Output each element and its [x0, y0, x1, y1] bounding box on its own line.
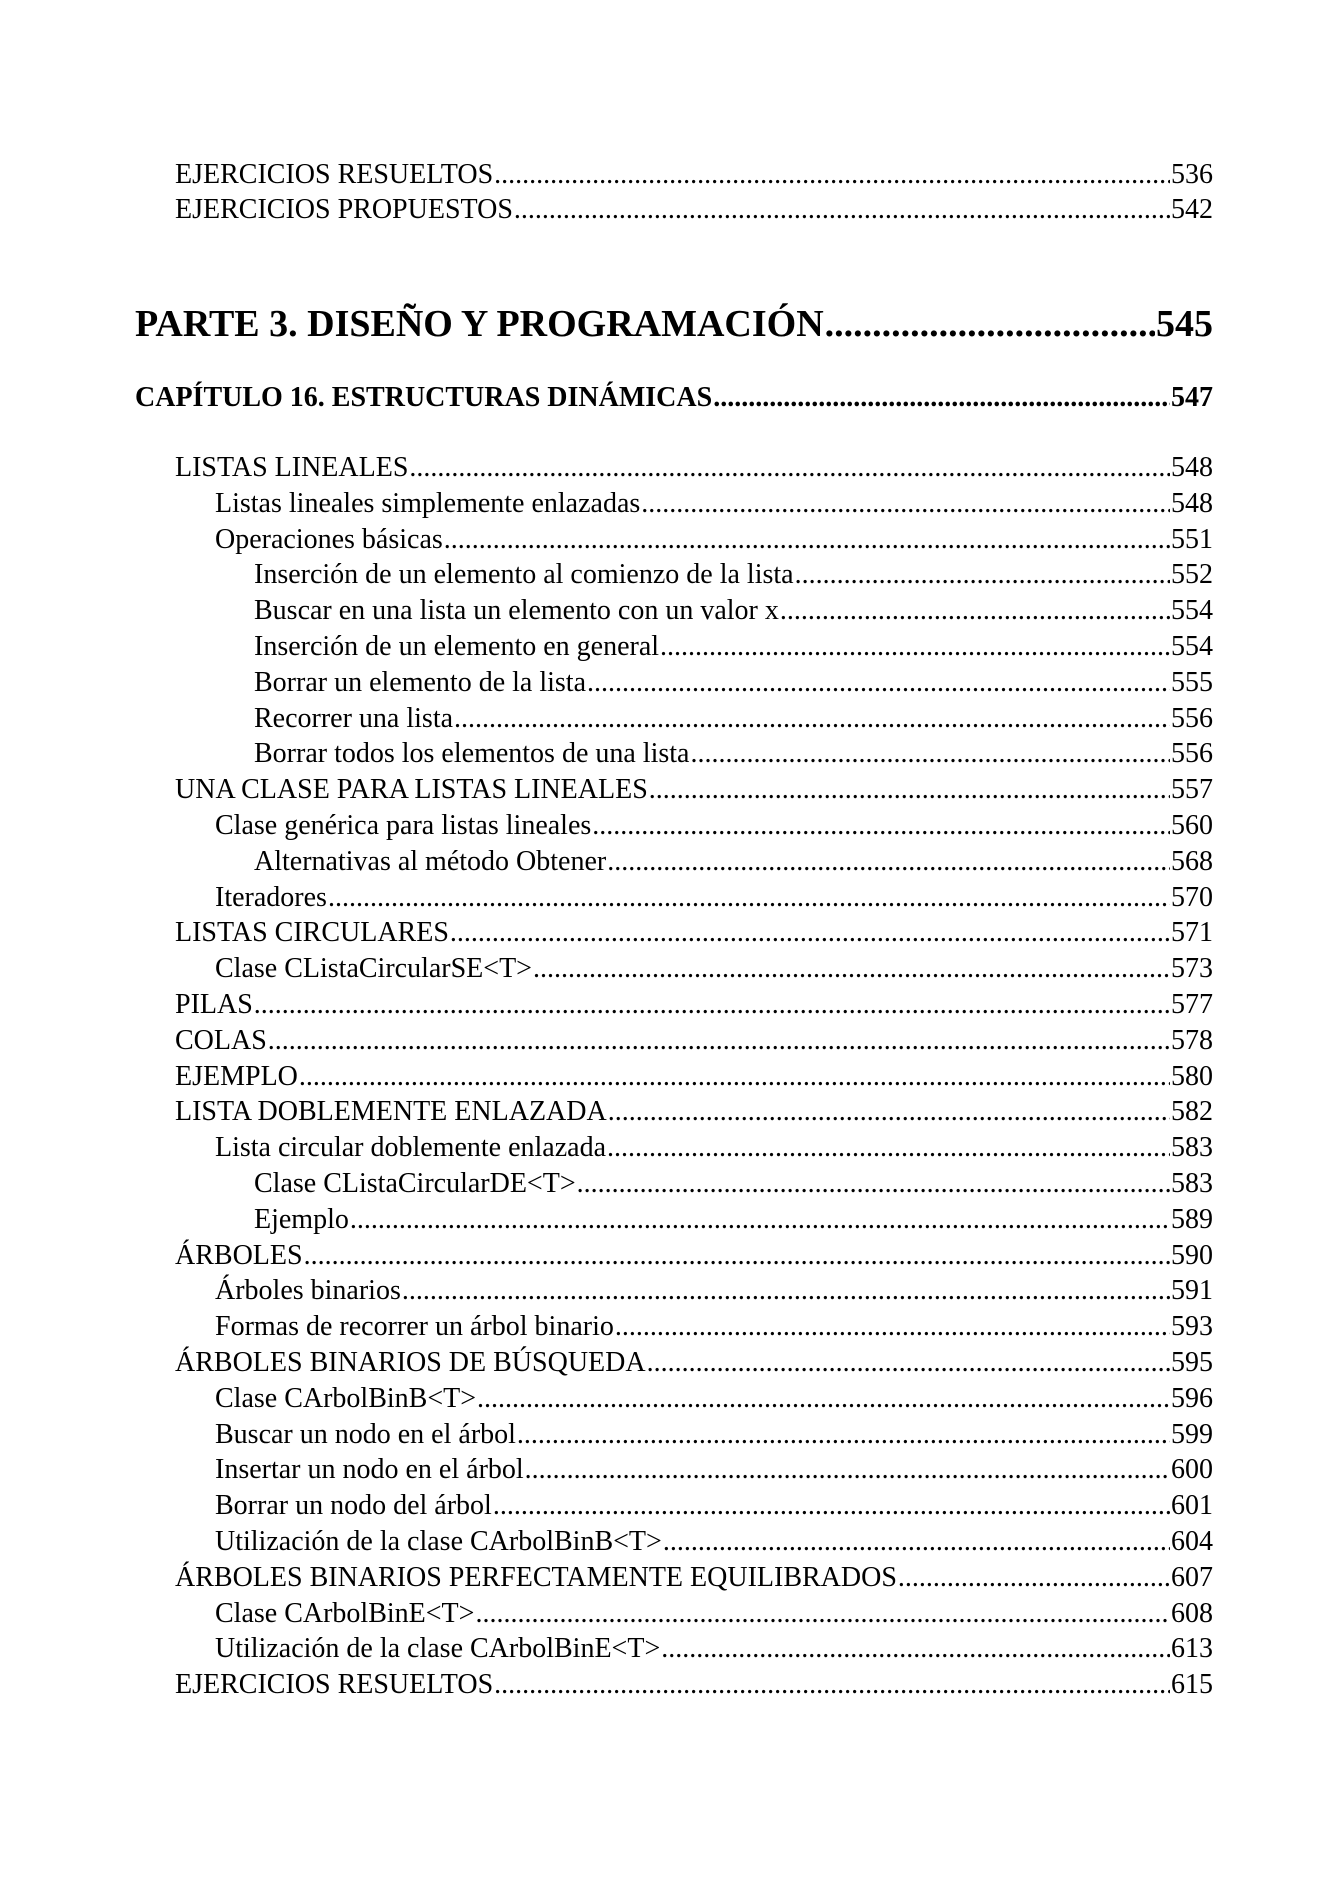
dot-leader — [592, 808, 1170, 843]
toc-entry-label: Clase CArbolBinB<T> — [215, 1383, 477, 1414]
toc-entry-page: 556 — [1171, 703, 1213, 734]
toc-entry-label: LISTAS CIRCULARES — [175, 917, 449, 948]
toc-entry-page: 595 — [1171, 1347, 1213, 1378]
toc-entry[interactable] — [175, 772, 1213, 807]
toc-entry[interactable] — [215, 1417, 1213, 1452]
dot-leader — [661, 1631, 1170, 1666]
toc-entry-page: 573 — [1171, 953, 1213, 984]
toc-entry[interactable] — [215, 1596, 1213, 1631]
toc-entry[interactable] — [175, 915, 1213, 950]
toc-entry-label: Formas de recorrer un árbol binario — [215, 1311, 614, 1342]
toc-entry[interactable] — [175, 987, 1213, 1022]
toc-entry-page: 593 — [1171, 1311, 1213, 1342]
dot-leader — [663, 1524, 1170, 1559]
dot-leader — [254, 987, 1170, 1022]
toc-entry-label: Utilización de la clase CArbolBinB<T> — [215, 1526, 662, 1557]
toc-entry-page: 571 — [1171, 917, 1213, 948]
toc-entry-page: 554 — [1171, 631, 1213, 662]
toc-entry-label: ÁRBOLES BINARIOS DE BÚSQUEDA — [175, 1347, 646, 1378]
dot-leader — [475, 1596, 1170, 1631]
toc-entry[interactable] — [175, 1094, 1213, 1129]
toc-entry-label: Árboles binarios — [215, 1275, 401, 1306]
toc-entry-label: Clase genérica para listas lineales — [215, 810, 592, 841]
toc-entry-label: EJERCICIOS RESUELTOS — [175, 1669, 494, 1700]
toc-entry[interactable] — [215, 1130, 1213, 1165]
toc-entry-page: 599 — [1171, 1419, 1213, 1450]
toc-entry-label: Borrar todos los elementos de una lista — [254, 738, 690, 769]
dot-leader — [615, 1309, 1170, 1344]
dot-leader — [304, 1238, 1170, 1273]
toc-entry[interactable] — [215, 1381, 1213, 1416]
toc-entry[interactable] — [175, 1667, 1213, 1702]
toc-entry-page: 570 — [1171, 882, 1213, 913]
dot-leader — [608, 1094, 1170, 1129]
dot-leader — [517, 1417, 1170, 1452]
toc-entry[interactable] — [215, 951, 1213, 986]
part-heading-page: 545 — [1156, 303, 1213, 345]
toc-entry-label: Borrar un nodo del árbol — [215, 1490, 492, 1521]
dot-leader — [649, 772, 1170, 807]
toc-entry[interactable] — [215, 1452, 1213, 1487]
chapter-heading-label: CAPÍTULO 16. ESTRUCTURAS DINÁMICAS — [135, 382, 713, 413]
toc-entry[interactable] — [175, 1560, 1213, 1595]
toc-entry[interactable] — [215, 1524, 1213, 1559]
toc-entry-label: Recorrer una lista — [254, 703, 454, 734]
toc-entry-page: 589 — [1171, 1204, 1213, 1235]
toc-entry-label: Lista circular doblemente enlazada — [215, 1132, 607, 1163]
toc-entry-label: EJERCICIOS RESUELTOS — [175, 159, 494, 190]
toc-entry-page: 583 — [1171, 1132, 1213, 1163]
toc-entry-page: 580 — [1171, 1061, 1213, 1092]
part-heading[interactable] — [135, 301, 1213, 347]
toc-entry-label: Buscar un nodo en el árbol — [215, 1419, 516, 1450]
toc-entry-label: EJERCICIOS PROPUESTOS — [175, 194, 513, 225]
toc-entry[interactable] — [254, 1202, 1213, 1237]
toc-entry-page: 560 — [1171, 810, 1213, 841]
part-heading-label: PARTE 3. DISEÑO Y PROGRAMACIÓN — [135, 303, 824, 345]
dot-leader — [607, 1130, 1170, 1165]
toc-entry-label: Alternativas al método Obtener — [254, 846, 607, 877]
dot-leader — [690, 736, 1170, 771]
toc-entry-page: 568 — [1171, 846, 1213, 877]
toc-entry-label: Ejemplo — [254, 1204, 349, 1235]
toc-entry-label: LISTAS LINEALES — [175, 452, 409, 483]
toc-entry-page: 577 — [1171, 989, 1213, 1020]
dot-leader — [577, 1166, 1170, 1201]
toc-entry[interactable] — [254, 844, 1213, 879]
dot-leader — [607, 844, 1170, 879]
dot-leader — [494, 1667, 1170, 1702]
toc-entry[interactable] — [215, 880, 1213, 915]
toc-entry-label: Operaciones básicas — [215, 524, 443, 555]
dot-leader — [328, 880, 1170, 915]
dot-leader — [454, 701, 1170, 736]
toc-entry-label: Insertar un nodo en el árbol — [215, 1454, 524, 1485]
dot-leader — [533, 951, 1170, 986]
toc-entry-page: 607 — [1171, 1562, 1213, 1593]
toc-entry-label: UNA CLASE PARA LISTAS LINEALES — [175, 774, 648, 805]
toc-entry[interactable] — [254, 736, 1213, 771]
toc-entry[interactable] — [175, 192, 1213, 227]
toc-entry-page: 601 — [1171, 1490, 1213, 1521]
toc-entry-page: 542 — [1171, 194, 1213, 225]
toc-entry-label: EJEMPLO — [175, 1061, 298, 1092]
toc-entry-page: 548 — [1171, 488, 1213, 519]
toc-entry-page: 556 — [1171, 738, 1213, 769]
dot-leader — [514, 192, 1170, 227]
dot-leader — [268, 1023, 1170, 1058]
toc-entry-page: 555 — [1171, 667, 1213, 698]
toc-entry-label: Listas lineales simplemente enlazadas — [215, 488, 641, 519]
toc-entry[interactable] — [215, 486, 1213, 521]
dot-leader — [660, 629, 1170, 664]
toc-entry-page: 583 — [1171, 1168, 1213, 1199]
toc-entry[interactable] — [215, 1631, 1213, 1666]
toc-entry-page: 604 — [1171, 1526, 1213, 1557]
toc-entry-label: Iteradores — [215, 882, 327, 913]
dot-leader — [402, 1273, 1170, 1308]
toc-entry[interactable] — [215, 808, 1213, 843]
toc-entry[interactable] — [215, 1488, 1213, 1523]
dot-leader — [525, 1452, 1170, 1487]
toc-entry[interactable] — [175, 157, 1213, 192]
toc-entry-label: Clase CArbolBinE<T> — [215, 1598, 475, 1629]
toc-entry[interactable] — [175, 1238, 1213, 1273]
dot-leader — [641, 486, 1170, 521]
toc-entry-label: Utilización de la clase CArbolBinE<T> — [215, 1633, 661, 1664]
toc-entry-page: 615 — [1171, 1669, 1213, 1700]
toc-entry-page: 590 — [1171, 1240, 1213, 1271]
toc-entry-label: LISTA DOBLEMENTE ENLAZADA — [175, 1096, 607, 1127]
toc-entry[interactable] — [215, 1309, 1213, 1344]
toc-entry-page: 582 — [1171, 1096, 1213, 1127]
chapter-heading[interactable] — [135, 380, 1213, 416]
dot-leader — [477, 1381, 1170, 1416]
dot-leader — [494, 157, 1170, 192]
dot-leader — [444, 522, 1170, 557]
dot-leader — [795, 557, 1170, 592]
toc-entry-page: 596 — [1171, 1383, 1213, 1414]
toc-entry-label: ÁRBOLES — [175, 1240, 303, 1271]
toc-entry-page: 613 — [1171, 1633, 1213, 1664]
toc-entry-label: Clase CListaCircularDE<T> — [254, 1168, 576, 1199]
dot-leader — [493, 1488, 1170, 1523]
toc-entry-page: 591 — [1171, 1275, 1213, 1306]
dot-leader — [409, 450, 1170, 485]
toc-entry-label: Inserción de un elemento al comienzo de la lista — [254, 559, 794, 590]
toc-entry-page: 552 — [1171, 559, 1213, 590]
toc-entry[interactable] — [254, 701, 1213, 736]
toc-entry[interactable] — [254, 665, 1213, 700]
dot-leader — [587, 665, 1170, 700]
toc-entry-label: COLAS — [175, 1025, 267, 1056]
toc-entry[interactable] — [254, 557, 1213, 592]
toc-entry-label: PILAS — [175, 989, 253, 1020]
dot-leader — [299, 1059, 1170, 1094]
toc-entry-label: Inserción de un elemento en general — [254, 631, 660, 662]
toc-entry[interactable] — [175, 1059, 1213, 1094]
dot-leader — [780, 593, 1170, 628]
toc-entry[interactable] — [254, 593, 1213, 628]
toc-entry-page: 548 — [1171, 452, 1213, 483]
toc-entry[interactable] — [254, 629, 1213, 664]
toc-entry-label: Borrar un elemento de la lista — [254, 667, 586, 698]
dot-leader — [713, 380, 1170, 416]
dot-leader — [898, 1560, 1170, 1595]
toc-entry[interactable] — [215, 1273, 1213, 1308]
toc-entry[interactable] — [175, 450, 1213, 485]
dot-leader — [350, 1202, 1170, 1237]
toc-entry-page: 551 — [1171, 524, 1213, 555]
toc-entry[interactable] — [175, 1345, 1213, 1380]
dot-leader — [647, 1345, 1170, 1380]
toc-entry-page: 557 — [1171, 774, 1213, 805]
toc-entry[interactable] — [254, 1166, 1213, 1201]
toc-entry-page: 578 — [1171, 1025, 1213, 1056]
toc-entry-label: Buscar en una lista un elemento con un valor x — [254, 595, 779, 626]
toc-entry-page: 554 — [1171, 595, 1213, 626]
toc-entry[interactable] — [175, 1023, 1213, 1058]
toc-entry[interactable] — [215, 522, 1213, 557]
chapter-heading-page: 547 — [1171, 382, 1213, 413]
toc-entry-label: ÁRBOLES BINARIOS PERFECTAMENTE EQUILIBRADOS — [175, 1562, 897, 1593]
toc-entry-label: Clase CListaCircularSE<T> — [215, 953, 532, 984]
toc-entry-page: 600 — [1171, 1454, 1213, 1485]
toc-entry-page: 536 — [1171, 159, 1213, 190]
dot-leader — [825, 301, 1155, 347]
dot-leader — [450, 915, 1170, 950]
toc-entry-page: 608 — [1171, 1598, 1213, 1629]
